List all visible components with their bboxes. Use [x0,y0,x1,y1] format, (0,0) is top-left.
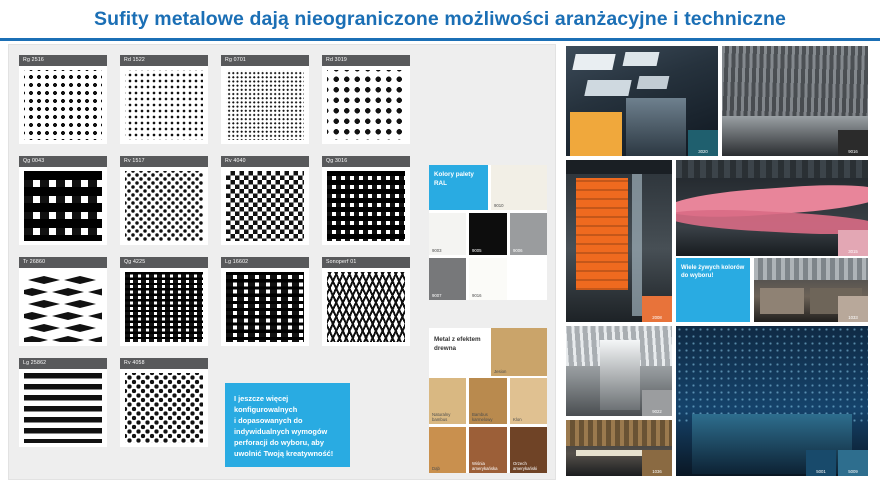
wood-swatch[interactable] [510,427,547,473]
photo-orange-atrium[interactable] [566,160,672,322]
perforation-card[interactable] [322,55,410,144]
photo-restaurant-interior[interactable] [754,258,868,322]
callout-line: indywidualnych wymogów [234,427,328,436]
perforation-card[interactable] [19,257,107,346]
ral-swatch-code: 9003 [432,248,442,253]
perforation-card[interactable] [322,156,410,245]
photo-metal-strip-ceiling[interactable] [722,46,868,156]
perforation-code: Rv 4058 [120,358,208,369]
ral-swatch[interactable] [491,165,547,210]
callout-line: perforacji do wyboru, aby [234,438,324,447]
perforation-art [120,369,208,447]
perforation-art [120,167,208,245]
perforation-card[interactable] [221,156,309,245]
perforation-code: Rv 4040 [221,156,309,167]
perforation-code: Lg 25862 [19,358,107,369]
ral-swatch-code: 9007 [432,293,442,298]
photo-caption: 3020 [688,130,718,156]
wood-swatch[interactable] [429,427,466,473]
perforation-code: Rg 2516 [19,55,107,66]
wood-swatch-code: Dąb [432,466,440,471]
perforation-code: Lg 16602 [221,257,309,268]
perforation-panel [8,44,556,480]
perforation-card[interactable] [120,156,208,245]
perforation-art [322,66,410,144]
perforation-code: Rd 3019 [322,55,410,66]
perforation-card[interactable] [19,156,107,245]
photo-caption: 5009 [838,450,868,476]
perforation-grid [19,51,419,475]
photo-caption: 1036 [642,450,672,476]
callout-line: uwolnić Twoją kreatywność! [234,449,334,458]
perforation-art [322,167,410,245]
page-title: Sufity metalowe dają nieograniczone możliwości aranżacyjne i techniczne [94,7,786,30]
perforation-art [221,268,309,346]
ral-palette-card [429,165,547,300]
photo-pink-wave-ceiling[interactable] [676,160,868,256]
perforation-art [120,66,208,144]
wood-swatch-code: Bambus karmelowy [472,412,493,422]
diamond-pattern-icon [24,272,102,342]
perforation-art [19,66,107,144]
callout-line: i dopasowanych do [234,416,303,425]
wood-swatch-code: Klon [513,417,522,422]
perforation-card[interactable] [120,358,208,447]
ral-swatch[interactable] [469,258,507,300]
photo-caption: 3015 [838,230,868,256]
perforation-art [19,268,107,346]
ral-swatch-code: 9006 [513,248,523,253]
wood-swatch[interactable] [469,427,507,473]
photo-caption: 5001 [806,450,836,476]
perforation-art [221,167,309,245]
perforation-code: Sonoperf 01 [322,257,410,268]
ral-swatch-code: 9016 [472,293,482,298]
perforation-card[interactable] [120,257,208,346]
callout-box [225,383,350,467]
wood-swatch[interactable] [429,378,466,424]
wood-swatch-code: Jesion [494,369,507,374]
ral-swatch[interactable] [469,213,507,255]
perforation-art [19,167,107,245]
photo-overlay-text: Wiele żywych kolorów do wyboru! [676,258,750,322]
perforation-card[interactable] [19,358,107,447]
ral-title: Kolory palety RAL [429,165,488,210]
perforation-art [221,66,309,144]
perforation-code: Qg 4225 [120,257,208,268]
wood-palette-card [429,328,547,473]
wood-swatch[interactable] [510,378,547,424]
perforation-card[interactable] [120,55,208,144]
photo-office-ceiling-lights[interactable] [566,46,718,156]
swatch-column [429,165,547,473]
photo-caption: 2008 [642,296,672,322]
ral-swatch-code: 9010 [494,203,504,208]
perforation-code: Rd 1522 [120,55,208,66]
wood-swatch[interactable] [469,378,507,424]
perforation-code: Tr 26860 [19,257,107,268]
perforation-card[interactable] [221,55,309,144]
perforation-card[interactable] [221,257,309,346]
wood-swatch-code: Naturalny bambus [432,412,451,422]
photo-blue-perforated-ceiling[interactable] [676,326,868,476]
ral-swatch[interactable] [429,258,466,300]
perforation-art [19,369,107,447]
perforation-art [120,268,208,346]
perforation-art [322,268,410,346]
photo-caption: 9016 [838,130,868,156]
perforation-code: Rg 0701 [221,55,309,66]
photo-caption: 9022 [642,390,672,416]
perforation-card[interactable] [19,55,107,144]
ral-swatch-code: 9005 [472,248,482,253]
ral-swatch[interactable] [510,213,547,255]
photo-wood-ceiling-hall[interactable] [566,420,672,476]
wood-swatch-code: Wiśnia amerykańska [472,461,498,471]
wood-swatch[interactable] [491,328,547,376]
callout-line: konfigurowalnych [234,405,298,414]
photo-caption: 1033 [838,296,868,322]
photo-corridor-ceiling[interactable] [566,326,672,416]
photo-gallery [562,44,872,480]
wood-title: Metal z efektem drewna [429,328,488,376]
ral-swatch[interactable] [429,213,466,255]
perforation-code: Qg 0043 [19,156,107,167]
wood-swatch-code: Orzech amerykański [513,461,538,471]
photo-overlay-note [676,258,750,322]
callout-line: I jeszcze więcej [234,394,289,403]
perforation-code: Qg 3016 [322,156,410,167]
perforation-card[interactable] [322,257,410,346]
perforation-code: Rv 1517 [120,156,208,167]
title-divider [0,38,880,41]
